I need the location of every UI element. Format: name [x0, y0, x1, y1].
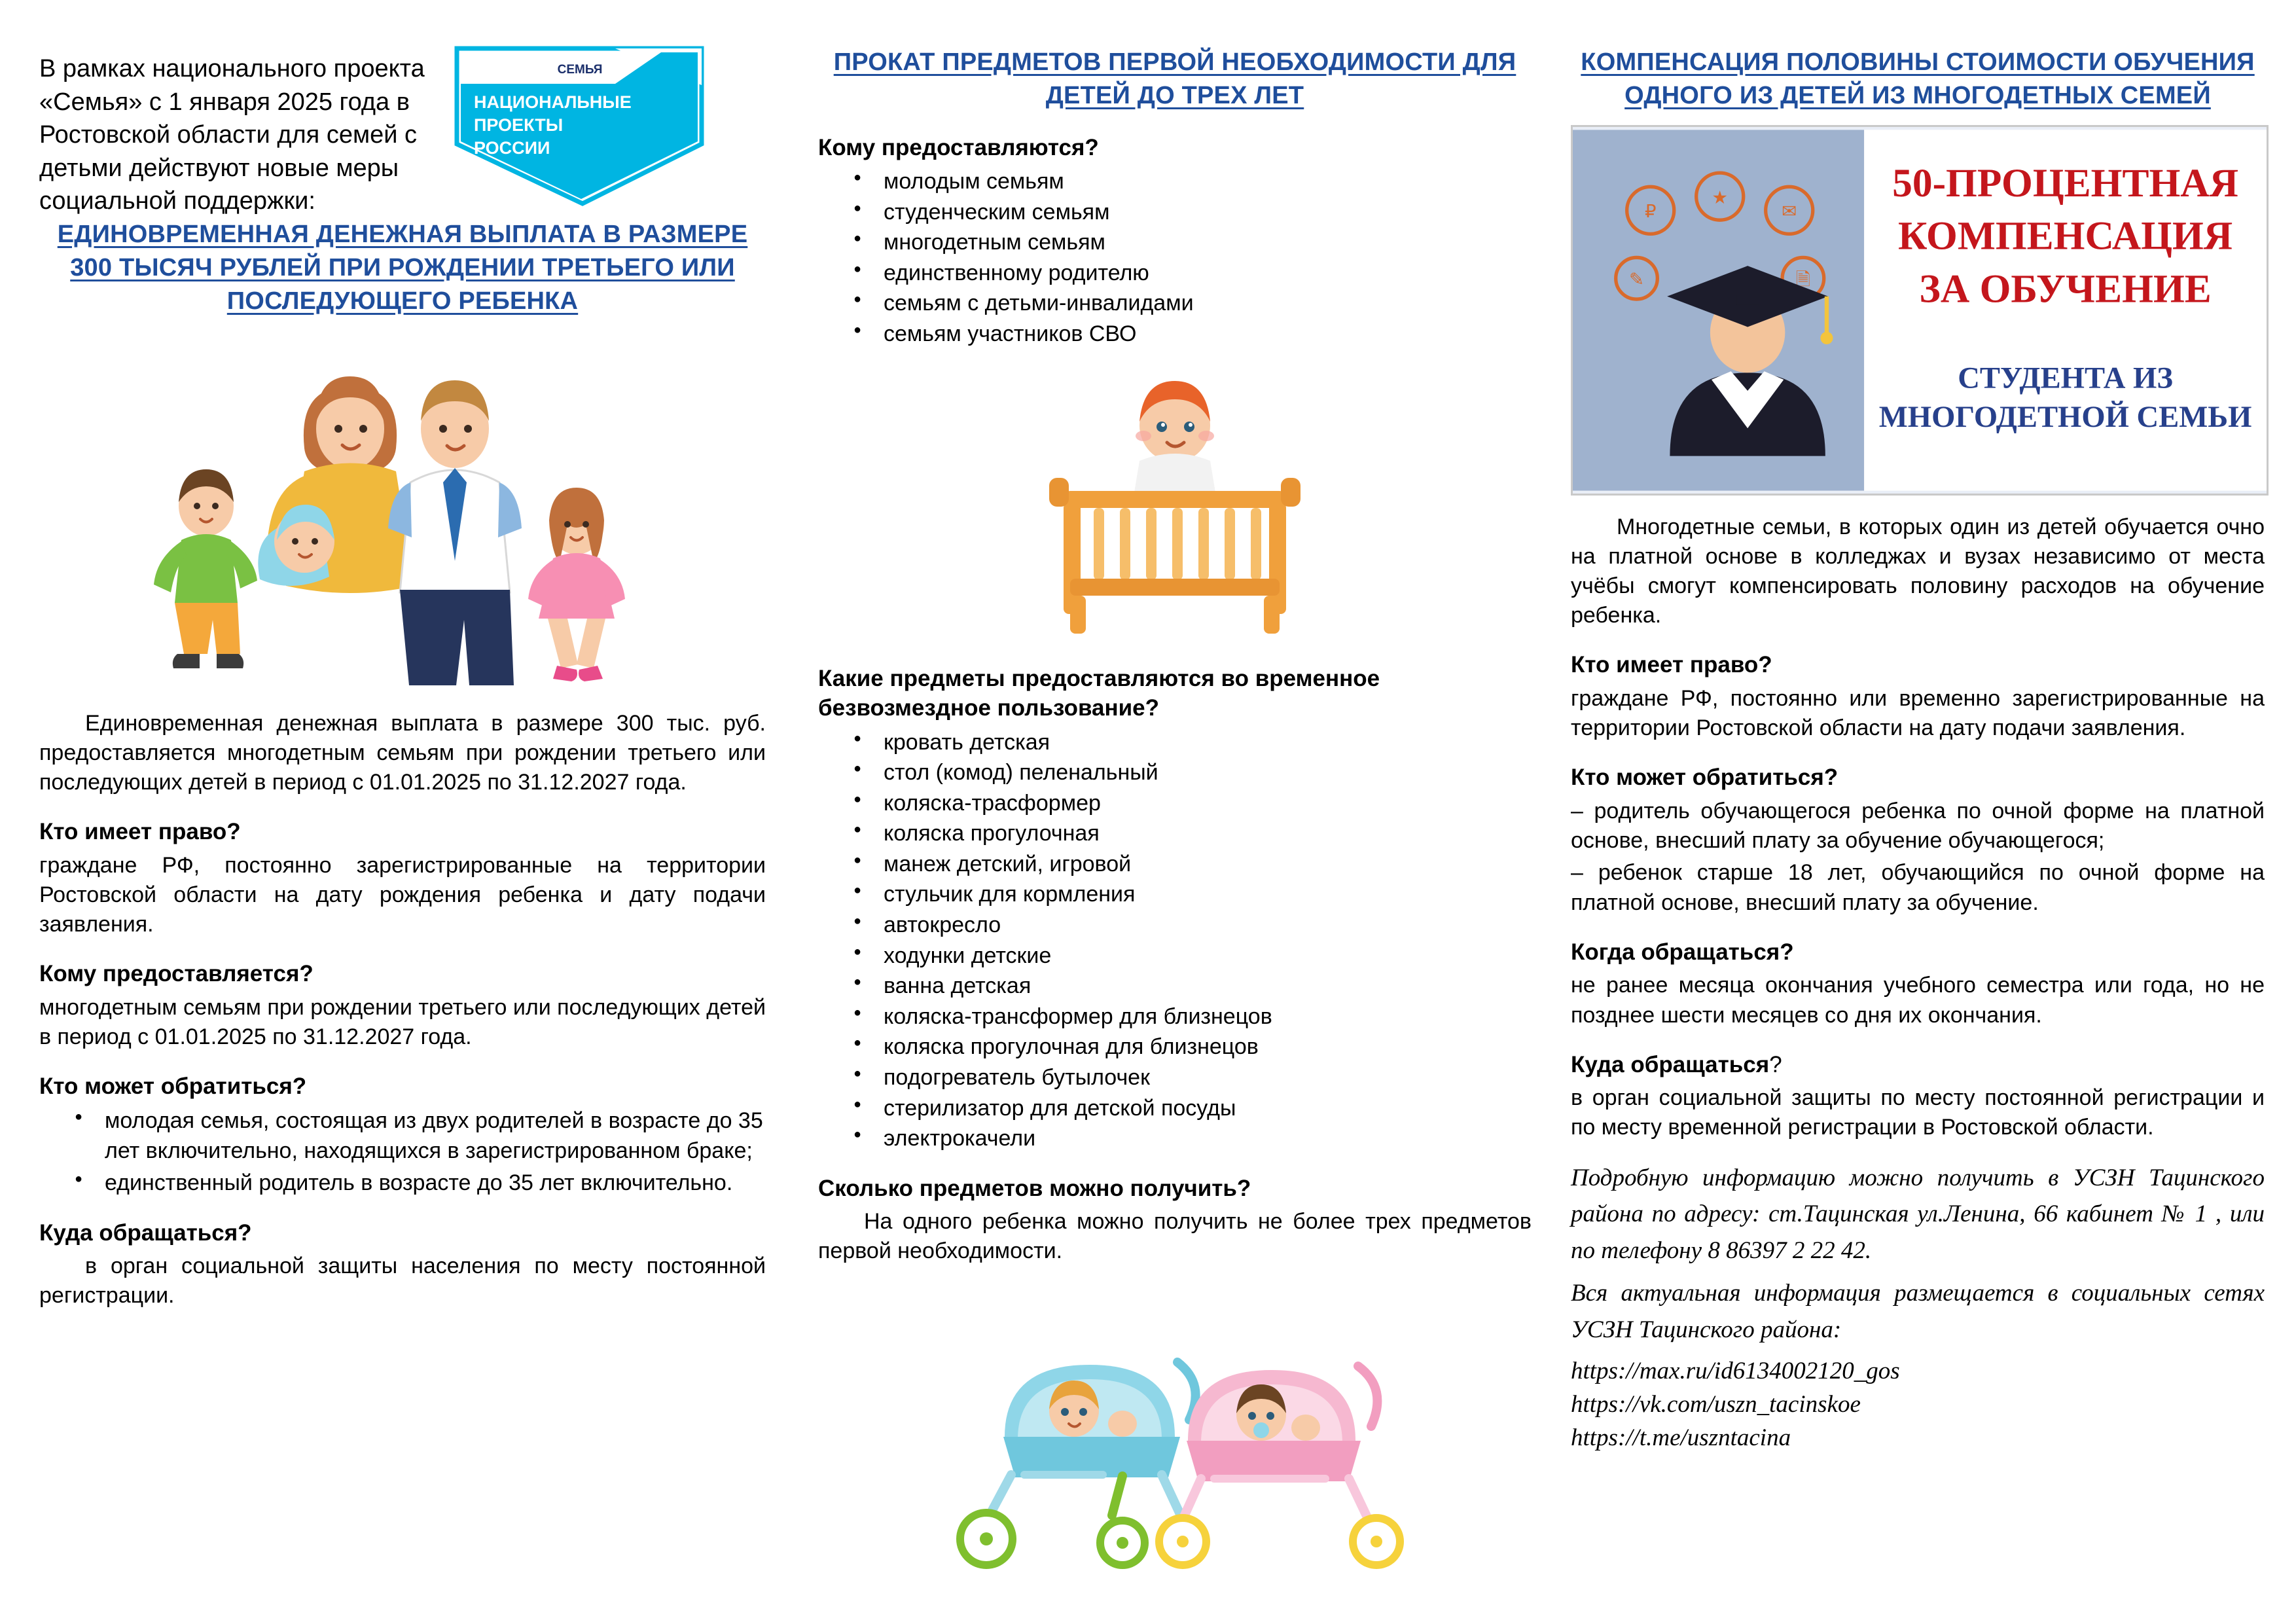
left-answer-4: в орган социальной защиты населения по месту постоянной регистрации. — [39, 1254, 766, 1308]
right-question-4-mark: ? — [1769, 1051, 1782, 1077]
link-telegram[interactable]: https://t.me/uszntacina — [1571, 1424, 1791, 1452]
link-vk[interactable]: https://vk.com/uszn_tacinskoe — [1571, 1391, 1861, 1418]
svg-text:МНОГОДЕТНОЙ СЕМЬИ: МНОГОДЕТНОЙ СЕМЬИ — [1878, 399, 2252, 434]
list-item: ● ходунки детские — [884, 941, 1532, 971]
middle-section-title: ПРОКАТ ПРЕДМЕТОВ ПЕРВОЙ НЕОБХОДИМОСТИ ДЛЯ ДЕТЕЙ ДО ТРЕХ ЛЕТ — [833, 48, 1516, 110]
right-answer-3: не ранее месяца окончания учебного семестра или года, но не позднее шести месяцев со дня их окончания. — [1571, 973, 2265, 1028]
contact-note-address: Подробную информацию можно получить в УСЗН Тацинского района по адресу: ст.Тацинская ул.Ленина, 66 кабинет № 1 , или по телефону 8 86397 2 22 42. — [1571, 1164, 2265, 1264]
list-item: ● стульчик для кормления — [884, 879, 1532, 910]
list-item: ● многодетным семьям — [884, 227, 1532, 258]
social-links — [1571, 1354, 2265, 1454]
left-answer-1: граждане РФ, постоянно зарегистрированные на территории Ростовской области на дату рождения ребенка и дату подачи заявления. — [39, 852, 766, 937]
left-answer-2: многодетным семьям при рождении третьего или последующих детей в период с 01.01.2025 по 31.12.2027 года. — [39, 994, 766, 1050]
national-projects-logo — [452, 46, 707, 206]
left-answer-3-list — [39, 1106, 766, 1199]
list-item: ● автокресло — [884, 910, 1532, 941]
middle-answer-1-list — [818, 166, 1532, 349]
list-item: ● семьям участников СВО — [884, 319, 1532, 350]
middle-answer-3: На одного ребенка можно получить не более трех предметов первой необходимости. — [818, 1209, 1532, 1264]
right-answer-1: граждане РФ, постоянно или временно зарегистрированные на территории Ростовской области на дату подачи заявления. — [1571, 685, 2265, 741]
right-section-title: КОМПЕНСАЦИЯ ПОЛОВИНЫ СТОИМОСТИ ОБУЧЕНИЯ ОДНОГО ИЗ ДЕТЕЙ ИЗ МНОГОДЕТНЫХ СЕМЕЙ — [1581, 48, 2255, 110]
svg-text:КОМПЕНСАЦИЯ: КОМПЕНСАЦИЯ — [1897, 213, 2233, 259]
svg-text:🗎: 🗎 — [1795, 268, 1810, 289]
list-item: ● коляска-трансформер для близнецов — [884, 1001, 1532, 1032]
intro-row — [39, 46, 766, 218]
list-item: ● коляска прогулочная — [884, 818, 1532, 849]
left-question-4: Куда обращаться? — [39, 1219, 252, 1246]
left-question-2: Кому предоставляется? — [39, 961, 314, 987]
list-item: ● подогреватель бутылочек — [884, 1062, 1532, 1093]
list-item: ● единственному родителю — [884, 258, 1532, 289]
right-answer-2-line-1: – родитель обучающегося ребенка по очной форме на платной основе, внесший плату за обучение обучающегося; — [1571, 798, 2265, 854]
right-lead-paragraph: Многодетные семьи, в которых один из детей обучается очно на платной основе в колледжах и вузах независимо от места учёбы смогут компенсировать половину расходов на обучение ребенка. — [1571, 514, 2265, 628]
left-question-1: Кто имеет право? — [39, 819, 241, 845]
svg-text:₽: ₽ — [1644, 200, 1657, 221]
svg-text:50-ПРОЦЕНТНАЯ: 50-ПРОЦЕНТНАЯ — [1892, 160, 2239, 206]
list-item: ● студенческим семьям — [884, 197, 1532, 228]
middle-answer-2-list — [818, 727, 1532, 1154]
list-item: ● коляска прогулочная для близнецов — [884, 1032, 1532, 1062]
right-answer-2-line-2: – ребенок старше 18 лет, обучающийся по очной форме на платной основе, внесший плату за обучение. — [1571, 860, 2265, 915]
list-item: ● молодым семьям — [884, 166, 1532, 197]
svg-text:СЕМЬЯ: СЕМЬЯ — [557, 63, 603, 77]
svg-text:ПРОЕКТЫ: ПРОЕКТЫ — [474, 115, 564, 135]
right-question-3: Когда обращаться? — [1571, 939, 1794, 965]
twin-stroller-illustration — [926, 1299, 1424, 1581]
svg-text:★: ★ — [1712, 187, 1729, 208]
link-max[interactable]: https://max.ru/id6134002120_gos — [1571, 1358, 1900, 1385]
list-item: ● электрокачели — [884, 1123, 1532, 1154]
list-item: ● молодая семья, состоящая из двух родителей в возрасте до 35 лет включительно, находящихся в зарегистрированном браке; — [105, 1106, 766, 1166]
compensation-poster — [1571, 125, 2269, 496]
svg-text:✎: ✎ — [1628, 268, 1645, 289]
middle-question-3: Сколько предметов можно получить? — [818, 1175, 1251, 1201]
right-question-1: Кто имеет право? — [1571, 652, 1772, 678]
left-lead-paragraph: Единовременная денежная выплата в размере 300 тыс. руб. предоставляется многодетным семьям при рождении третьего или последующих детей в период с 01.01.2025 по 31.12.2027 года. — [39, 710, 766, 795]
list-item: ● семьям с детьми-инвалидами — [884, 288, 1532, 319]
right-question-2: Кто может обратиться? — [1571, 765, 1839, 791]
svg-text:СТУДЕНТА ИЗ: СТУДЕНТА ИЗ — [1958, 361, 2173, 395]
crib-illustration — [972, 363, 1378, 644]
column-middle — [818, 46, 1532, 1598]
list-item: ● манеж детский, игровой — [884, 849, 1532, 880]
svg-text:РОССИИ: РОССИИ — [474, 138, 550, 158]
list-item: ● единственный родитель в возрасте до 35 лет включительно. — [105, 1168, 766, 1199]
column-right — [1571, 46, 2265, 1598]
middle-question-2: Какие предметы предоставляются во временное безвозмездное пользование? — [818, 665, 1380, 721]
svg-text:✉: ✉ — [1782, 200, 1797, 221]
middle-question-1: Кому предоставляются? — [818, 134, 1099, 160]
column-left — [39, 46, 779, 1598]
family-illustration — [39, 331, 766, 697]
list-item: ● стол (комод) пеленальный — [884, 757, 1532, 788]
right-answer-4: в орган социальной защиты по месту постоянной регистрации и по месту временной регистрации в Ростовской области. — [1571, 1085, 2265, 1140]
list-item: ● коляска-трасформер — [884, 788, 1532, 819]
left-section-title: ЕДИНОВРЕМЕННАЯ ДЕНЕЖНАЯ ВЫПЛАТА В РАЗМЕРЕ 300 ТЫСЯЧ РУБЛЕЙ ПРИ РОЖДЕНИИ ТРЕТЬЕГО ИЛИ ПОСЛЕДУЮЩЕГО РЕБЕНКА — [57, 220, 748, 316]
list-item: ● кровать детская — [884, 727, 1532, 758]
svg-text:НАЦИОНАЛЬНЫЕ: НАЦИОНАЛЬНЫЕ — [474, 92, 632, 112]
left-question-3: Кто может обратиться? — [39, 1074, 307, 1100]
intro-text: В рамках национального проекта «Семья» с 1 января 2025 года в Ростовской области для семей с детьми действуют новые меры социальной поддержки: — [39, 55, 425, 215]
contact-note — [1571, 1160, 2265, 1348]
svg-text:ЗА ОБУЧЕНИЕ: ЗА ОБУЧЕНИЕ — [1919, 266, 2212, 311]
list-item: ● стерилизатор для детской посуды — [884, 1093, 1532, 1124]
right-question-4-text: Куда обращаться — [1571, 1051, 1770, 1077]
contact-note-social: Вся актуальная информация размещается в социальных сетях УСЗН Тацинского района: — [1571, 1280, 2265, 1343]
right-question-4 — [1571, 1050, 2265, 1080]
list-item: ● ванна детская — [884, 971, 1532, 1001]
